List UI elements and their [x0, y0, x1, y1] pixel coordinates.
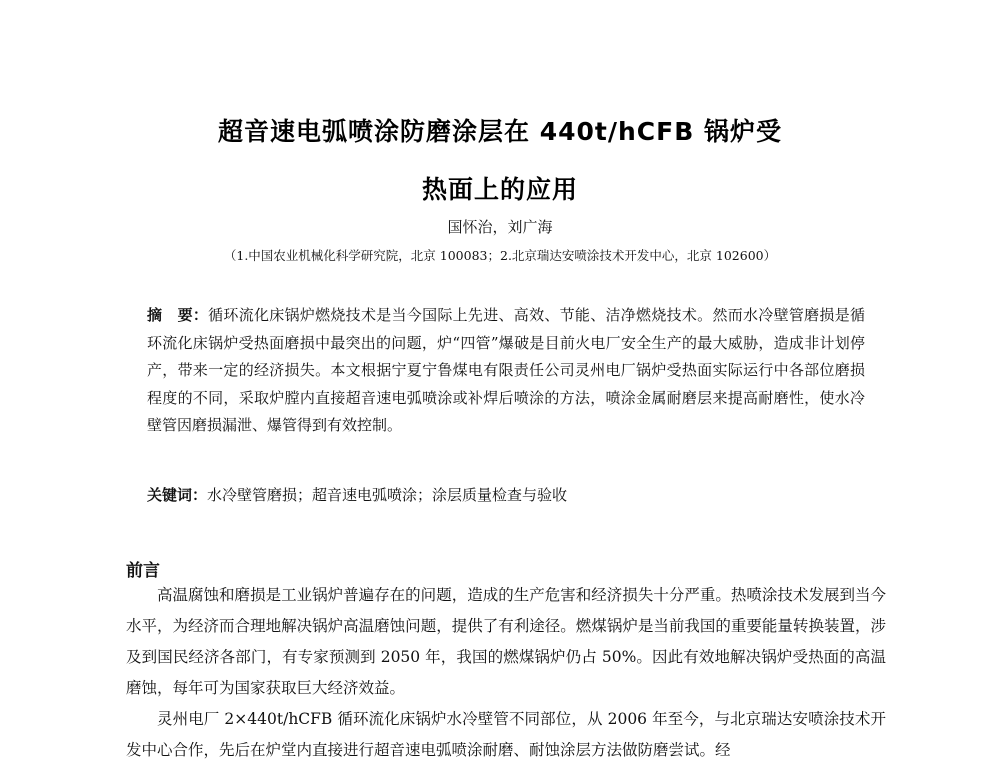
affiliation: （1.中国农业机械化科学研究院，北京 100083；2.北京瑞达安喷涂技术开发中心，北京 102600） — [223, 248, 777, 263]
keywords-label: 关键词： — [147, 486, 208, 504]
section-body — [126, 580, 886, 766]
paragraph-2: 灵州电厂 2×440t/hCFB 循环流化床锅炉水冷壁管不同部位，从 2006 年至今，与北京瑞达安喷涂技术开发中心合作，先后在炉堂内直接进行超音速电弧喷涂耐磨、耐蚀涂层方法做防磨尝试。经 — [126, 710, 886, 759]
keywords — [147, 484, 865, 505]
abstract-text: 循环流化床锅炉燃烧技术是当今国际上先进、高效、节能、洁净燃烧技术。然而水冷壁管磨损是循环流化床锅炉受热面磨损中最突出的问题，炉“四管”爆破是目前火电厂安全生产的最大威胁，造成非计划停产，带来一定的经济损失。本文根据宁夏宁鲁煤电有限责任公司灵州电厂锅炉受热面实际运行中各部位磨损程度的不同，采取炉膛内直接超音速电弧喷涂或补焊后喷涂的方法，喷涂金属耐磨层来提高耐磨性，使水冷壁管因磨损漏泄、爆管得到有效控制。 — [147, 306, 865, 434]
paper-title-line-2: 热面上的应用 — [421, 175, 578, 204]
abstract — [147, 302, 865, 440]
abstract-label: 摘 要： — [147, 306, 209, 324]
authors: 国怀治，刘广海 — [447, 218, 553, 236]
section-heading: 前言 — [126, 561, 160, 581]
paper-title-line-1: 超音速电弧喷涂防磨涂层在 440t/hCFB 锅炉受 — [218, 117, 782, 146]
keywords-text: 水冷壁管磨损；超音速电弧喷涂；涂层质量检查与验收 — [207, 486, 568, 504]
paragraph-1: 高温腐蚀和磨损是工业锅炉普遍存在的问题，造成的生产危害和经济损失十分严重。热喷涂技术发展到当今水平，为经济而合理地解决锅炉高温磨蚀问题，提供了有利途径。燃煤锅炉是当前我国的重要能量转换装置，涉及到国民经济各部门，有专家预测到 2050 年，我国的燃煤锅炉仍占 50%。因此有效地解决锅炉受热面的高温磨蚀，每年可为国家获取巨大经济效益。 — [126, 586, 886, 697]
